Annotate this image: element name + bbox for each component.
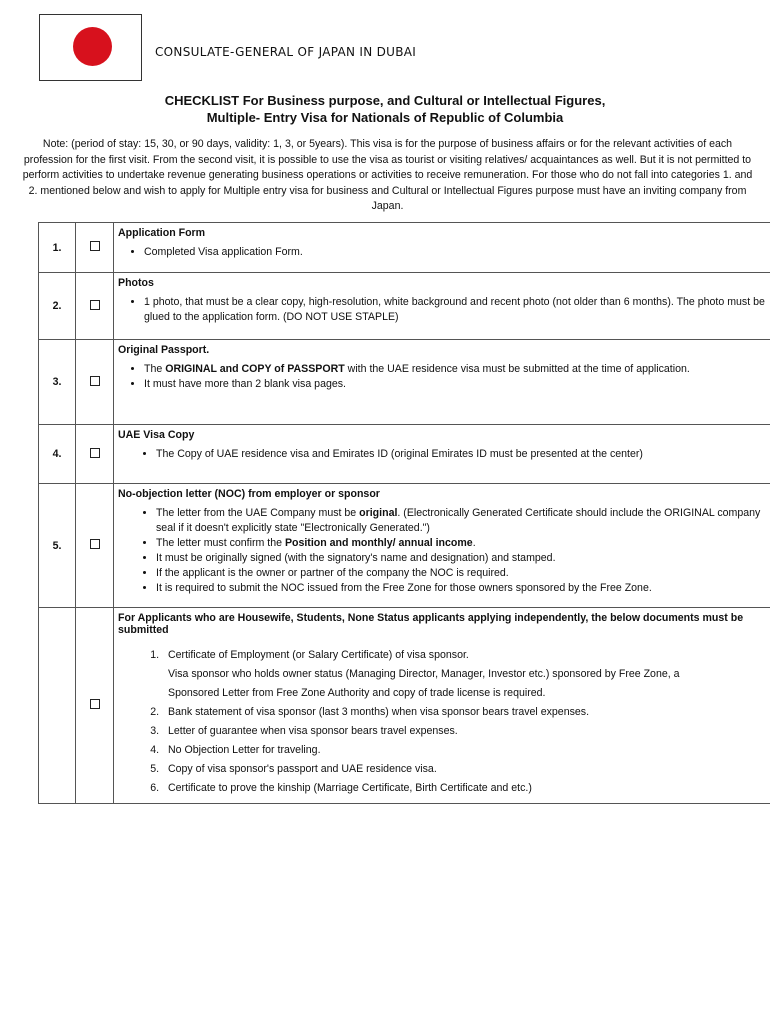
checkbox-icon[interactable]	[90, 539, 100, 549]
row-heading: Photos	[118, 277, 154, 289]
row-heading: Original Passport.	[118, 344, 210, 356]
row-number: 3.	[39, 340, 76, 425]
flag-disc	[73, 27, 112, 66]
table-row	[39, 340, 770, 425]
list-item: • 1 photo, that must be a clear copy, high-resolution, white background and recent photo (not older than 6 months). The photo must be glued to the application form. (DO NOT USE STAPLE)	[144, 295, 767, 325]
checkbox-icon[interactable]	[90, 448, 100, 458]
row-number: 4.	[39, 425, 76, 484]
list-item: • The letter from the UAE Company must be original. (Electronically Generated Certificate should include the ORIGINAL company seal if it doesn't explicitly state "Electronically Generated.")	[156, 506, 767, 536]
list-item: • The letter must confirm the Position and monthly/ annual income.	[156, 536, 767, 551]
japan-flag	[39, 14, 142, 81]
checkbox-icon[interactable]	[90, 300, 100, 310]
list-item: 3. Letter of guarantee when visa sponsor bears travel expenses.	[162, 722, 767, 741]
table-row	[39, 484, 770, 608]
row-heading: For Applicants who are Housewife, Students, None Status applicants applying independently, the below documents must be submitted	[118, 612, 744, 636]
list-item: 6. Certificate to prove the kinship (Marriage Certificate, Birth Certificate and etc.)	[162, 779, 767, 798]
list-item: • If the applicant is the owner or partner of the company the NOC is required.	[156, 566, 767, 581]
title-line-1: CHECKLIST For Business purpose, and Cultural or Intellectual Figures,	[164, 93, 606, 108]
list-item: 5. Copy of visa sponsor's passport and UAE residence visa.	[162, 760, 767, 779]
checkbox-icon[interactable]	[90, 376, 100, 386]
list-item: • It must have more than 2 blank visa pages.	[144, 377, 767, 392]
row-number: 1.	[39, 223, 76, 273]
list-item: • Completed Visa application Form.	[144, 245, 767, 260]
row-heading: Application Form	[118, 227, 206, 239]
row-heading: UAE Visa Copy	[118, 429, 195, 441]
list-item: 1. Certificate of Employment (or Salary Certificate) of visa sponsor. Visa sponsor who holds owner status (Managing Director, Manager, Investor etc.) sponsored by Free Zone, a Sponsored Letter from Free Zone Authority and copy of trade license is required.	[162, 646, 767, 703]
checkbox-icon[interactable]	[90, 241, 100, 251]
checklist-table	[38, 222, 770, 804]
table-row	[39, 273, 770, 340]
row-heading: No-objection letter (NOC) from employer or sponsor	[118, 488, 380, 500]
list-item: • The Copy of UAE residence visa and Emirates ID (original Emirates ID must be presented at the center)	[156, 447, 767, 462]
row-number	[39, 608, 76, 804]
list-item: 2. Bank statement of visa sponsor (last 3 months) when visa sponsor bears travel expenses.	[162, 703, 767, 722]
list-item: • The ORIGINAL and COPY of PASSPORT with the UAE residence visa must be submitted at the time of application.	[144, 362, 767, 377]
list-item: • It is required to submit the NOC issued from the Free Zone for those owners sponsored by the Free Zone.	[156, 581, 767, 596]
list-item: • It must be originally signed (with the signatory's name and designation) and stamped.	[156, 551, 767, 566]
row-number: 5.	[39, 484, 76, 608]
table-row	[39, 425, 770, 484]
checkbox-icon[interactable]	[90, 699, 100, 709]
note-paragraph: Note: (period of stay: 15, 30, or 90 days, validity: 1, 3, or 5years). This visa is for the purpose of business affairs or for the relevant activities of each profession for the first visit. From the second visit, it is possible to use the visa as tourist or visiting relatives/ acquaintances as well. But it is not permitted to perform activities to undertake revenue generating business operations or activities to receive remuneration. For those who do not fall into categories 1. and 2. mentioned below and wish to apply for Multiple entry visa for business and Cultural or Intellectual Figures purpose must have an inviting company from Japan.	[22, 138, 753, 212]
list-item: 4. No Objection Letter for traveling.	[162, 741, 767, 760]
table-row	[39, 608, 770, 804]
row-number: 2.	[39, 273, 76, 340]
consulate-name: CONSULATE-GENERAL OF JAPAN IN DUBAI	[155, 45, 417, 59]
title-line-2: Multiple- Entry Visa for Nationals of Republic of Columbia	[206, 110, 564, 125]
table-row	[39, 223, 770, 273]
